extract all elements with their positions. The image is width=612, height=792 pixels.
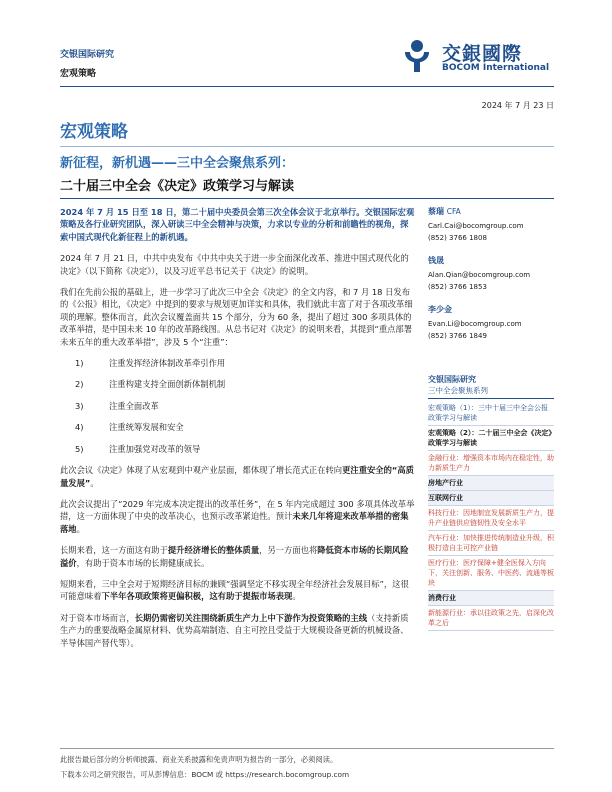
focus-list	[75, 357, 415, 455]
analyst-panel	[428, 206, 554, 353]
sidebar-report-link[interactable]: 宏观策略（2）：二十届三中全会《决定》政策学习与解读	[428, 426, 554, 451]
section-title: 宏观策略	[60, 122, 128, 142]
report-subtitle-series: 新征程，新机遇——三中全会聚焦系列：	[60, 156, 295, 171]
sidebar-report-link[interactable]: 新能源行业：承以往政策之先，启深化改革之后	[428, 606, 554, 631]
sidebar-list	[428, 401, 554, 631]
paragraph-1: 2024 年 7 月 21 日，中共中央发布《中共中央关于进一步全面深化改革、推进中国式现代化的决定》（以下简称《决定》），以及习近平总书记关于《决定》的说明。	[60, 253, 409, 276]
sidebar-report-link[interactable]: 汽车行业：加快推进传统制造业升级，积极打造自主可控产业链	[428, 531, 554, 556]
footer-divider	[60, 748, 554, 749]
sidebar-group: 消费行业	[428, 591, 554, 606]
sidebar-subheading: 三中全会聚焦系列	[428, 386, 488, 395]
analyst-cert: CFA	[446, 207, 461, 216]
sidebar-report-link[interactable]: 金融行业：增强资本市场内在稳定性，助力新质生产力	[428, 451, 554, 476]
analyst-phone: (852) 3766 1853	[428, 283, 487, 291]
sidebar-group: 房地产行业	[428, 476, 554, 491]
list-item: 5) 注重加强党对改革的领导	[75, 443, 201, 454]
report-category: 宏观策略	[60, 69, 97, 79]
analyst-name: 李少金	[428, 305, 452, 314]
header-left	[60, 47, 114, 79]
report-title: 二十届三中全会《决定》政策学习与解读	[60, 179, 295, 194]
list-item: 1) 注重发挥经济体制改革牵引作用	[75, 358, 226, 369]
sidebar-heading: 交银国际研究	[428, 375, 476, 384]
report-date: 2024 年 7 月 23 日	[481, 101, 554, 110]
main-body	[60, 206, 415, 658]
paragraph-5: 长期来看，这一方面这有助于提升经济增长的整体质量，另一方面也将降低资本市场的长期风险溢价，有助于资本市场的长期健康成长。	[60, 545, 409, 568]
analyst-name: 钱晟	[428, 256, 444, 265]
logo-text-en: BOCOM International	[442, 63, 550, 73]
paragraph-3: 此次会议《决定》体现了从宏观到中观产业层面，都体现了增长范式正在转向更注重安全的“高质量发展”。	[60, 465, 414, 488]
analyst-email[interactable]: Carl.Cai@bocomgroup.com	[428, 222, 524, 230]
sidebar-divider	[428, 398, 554, 399]
analyst-card	[428, 255, 554, 293]
paragraph-6: 短期来看，三中全会对于短期经济目标的兼顾“强调坚定不移实现全年经济社会发展目标”，这很可能意味着下半年各项政策将更偏积极，这有助于提振市场表现。	[60, 578, 409, 602]
download-note[interactable]: 下载本公司之研究报告，可从彭博信息：BOCM 或 https://research.bocomgroup.com	[60, 770, 350, 779]
subtitle-divider	[60, 198, 554, 199]
sidebar-report-link[interactable]: 宏观策略（1）：三中十届三中全会公报政策学习与解读	[428, 401, 554, 426]
analyst-email[interactable]: Alan.Qian@bocomgroup.com	[428, 271, 531, 279]
logo-text-cn: 交銀國際	[442, 43, 523, 65]
analyst-card	[428, 304, 554, 342]
bocom-logo-icon	[402, 38, 432, 72]
disclaimer-note: 此报告最后部分的分析师披露、商业关系披露和免责声明为报告的一部分，必须阅读。	[60, 755, 338, 764]
list-item: 3) 注重全面改革	[75, 400, 159, 411]
bocom-logo	[402, 38, 562, 76]
list-item: 4) 注重统筹发展和安全	[75, 422, 184, 433]
analyst-card	[428, 206, 554, 244]
footer	[60, 752, 554, 782]
sidebar-report-link[interactable]: 医疗行业：医疗保障+健全医保入方向下，关注创新、服务、中医药、流通等板块	[428, 556, 554, 591]
series-sidebar	[428, 374, 554, 631]
list-item: 2) 注重构建支持全面创新体制机制	[75, 379, 226, 390]
analyst-phone: (852) 3766 1808	[428, 234, 487, 242]
header-divider	[60, 86, 554, 87]
analyst-phone: (852) 3766 1849	[428, 332, 487, 340]
sidebar-group: 互联网行业	[428, 491, 554, 506]
abstract-paragraph: 2024 年 7 月 15 日至 18 日，第二十届中央委员会第三次全体会议于北京举行。交银国际宏观策略及各行业研究团队，深入研读三中全会精神与决策，力求以专业的分析和前瞻性的视角，探索中国式现代化新征程上的新机遇。	[60, 207, 415, 242]
paragraph-7: 对于资本市场而言，长期仍需密切关注围绕新质生产力上中下游作为投资策略的主线（支持新质生产力的重要战略金属原材料、优势高端制造、自主可控且受益于大规模设备更新的机械设备、半导体国产替代等）。	[60, 612, 409, 648]
paragraph-4: 此次会议提出了“2029 年完成本决定提出的改革任务”，在 5 年内完成超过 300 多项具体改革举措，这一方面体现了中央的改革决心，也预示改革紧迫性。预计未来几年将迎来改革举措的密集落地。	[60, 498, 415, 534]
company-name: 交银国际研究	[60, 50, 115, 60]
analyst-email[interactable]: Evan.Li@bocomgroup.com	[428, 320, 522, 328]
title-divider	[60, 146, 554, 147]
analyst-name: 蔡瑞	[428, 207, 444, 216]
paragraph-2: 我们在先前公报的基础上，进一步学习了此次三中全会《决定》的全文内容，和 7 月 18 日发布的《公报》相比，《决定》中提到的要求与规划更加详实和具体，我们就此丰富了对于各项改革细项的理解。整体而言，此次会议覆盖面共 15 个部分，分为 60 条，提出了超过 300 多项具体的改革举措，是中国未来 10 年的改革路线图。从总书记对《决定》的说明来看，其提到“重点部署未来五年的重大改革举措”，涉及 5 个“注重”：	[60, 287, 413, 347]
sidebar-report-link[interactable]: 科技行业：因地制宜发展新质生产力，提升产业链供应链韧性及安全水平	[428, 506, 554, 531]
